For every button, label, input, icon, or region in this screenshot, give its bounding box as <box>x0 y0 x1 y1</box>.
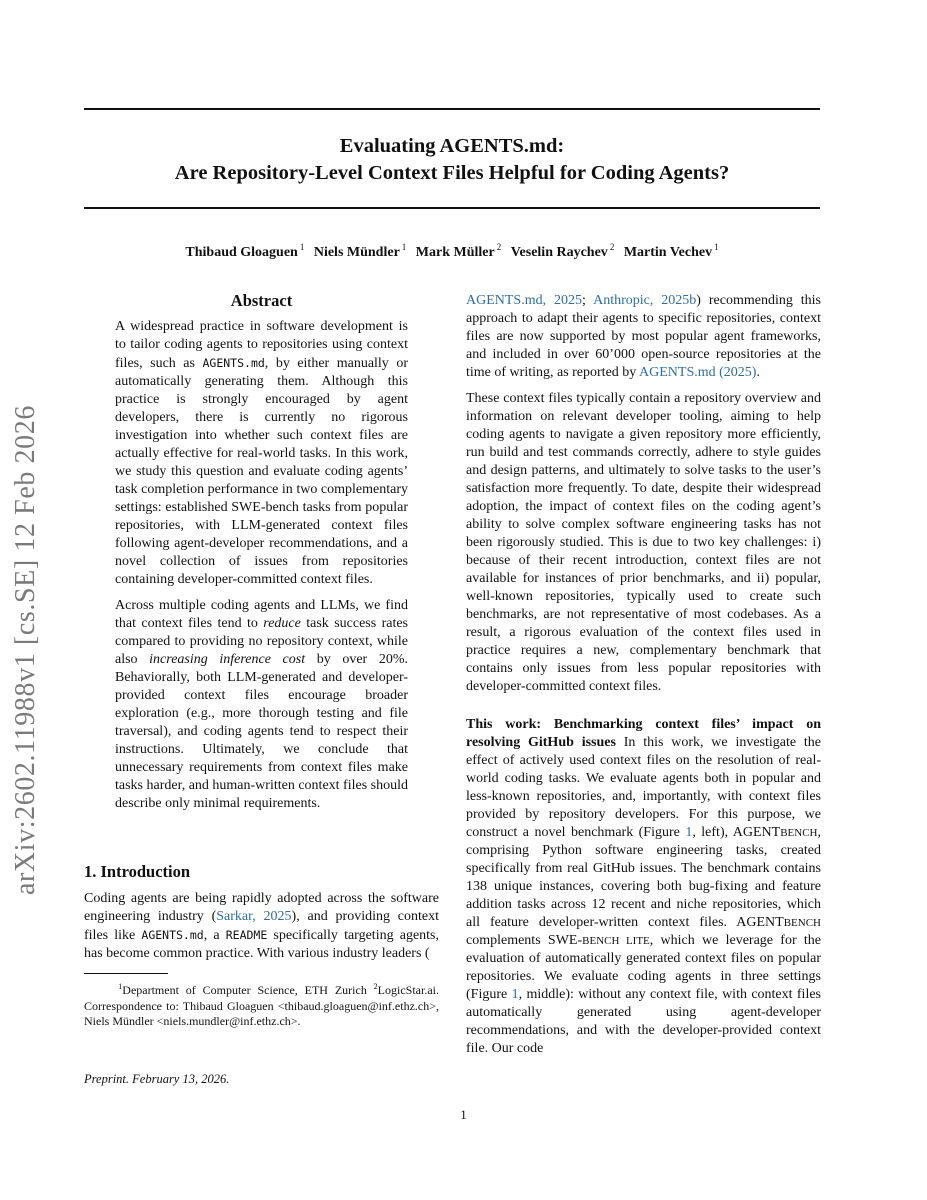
paper-title <box>84 133 820 187</box>
top-rule <box>84 108 820 110</box>
figure-link[interactable]: 1 <box>685 825 693 840</box>
intro-paragraph-1-start: Coding agents are being rapidly adopted across the software engineering industry (Sarkar, 2025), and providing context files like AGENTS.md, a README specifically targeting agents, has become common practice. With various industry leaders ( <box>84 891 439 961</box>
intro-paragraph-3: This work: Benchmarking context files’ impact on resolving GitHub issues In this work, we investigate the effect of actively used context files on the resolution of real-world coding tasks. We evaluate agents both in popular and less-known repositories, and, importantly, with context files provided by repository developers. For this purpose, we construct a novel benchmark (Figure 1, left), AGENTBENCH, comprising Python software engineering tasks, created specifically from real GitHub issues. The benchmark contains 138 unique instances, covering both bug-fixing and feature addition tasks across 12 recent and niche repositories, which all feature developer-written context files. AGENTBENCH complements SWE-BENCH LITE, which we leverage for the evaluation of automatically generated context files on popular repositories. We evaluate coding agents in three settings (Figure 1, middle): without any context file, with context files automatically generated using agent-developer recommendations, and with the developer-provided context file. Our code <box>466 717 822 1056</box>
affiliation-footnote: $^1$Department of Computer Science, ETH Zurich $^2$LogicStar.ai. Correspondence to: Thibaud Gloaguen <thibaud.gloaguen@inf.ethz.ch>, Niels Mündler <niels.mundler@inf.ethz.ch>. <box>84 982 439 1028</box>
citation-link[interactable]: Anthropic, 2025b <box>593 293 697 308</box>
section-heading-introduction: 1. Introduction <box>84 862 191 881</box>
citation-link[interactable]: AGENTS.md, 2025 <box>466 293 583 308</box>
author-5: Martin Vechev $^1$ <box>623 242 719 260</box>
abstract-heading: Abstract <box>230 291 293 310</box>
citation-link[interactable]: AGENTS.md (2025) <box>639 365 757 380</box>
preprint-note: Preprint. February 13, 2026. <box>84 1072 230 1086</box>
footnote-rule <box>84 973 168 974</box>
figure-link[interactable]: 1 <box>511 987 519 1002</box>
abstract-paragraph-2: Across multiple coding agents and LLMs, we find that context files tend to reduce task success rates compared to providing no repository context, while also increasing inference cost by over 20%. Behaviorally, both LLM-generated and developer-provided context files encourage broader exploration (e.g., more thorough testing and file traversal), and coding agents tend to respect their instructions. Ultimately, we conclude that unnecessary requirements from context files make tasks harder, and human-written context files should describe only minimal requirements. <box>115 598 409 811</box>
abstract-paragraph-1: A widespread practice in software development is to tailor coding agents to repositories using context files, such as AGENTS.md, by either manually or automatically generating them. Although this practice is strongly encouraged by agent developers, there is currently no rigorous investigation into whether such context files are actually effective for real-world tasks. In this work, we study this question and evaluate coding agents’ task completion performance in two complementary settings: established SWE-bench tasks from popular repositories, with LLM-generated context files following agent-developer recommendations, and a novel collection of issues from repositories containing developer-committed context files. <box>115 319 408 587</box>
author-4: Veselin Raychev $^2$ <box>510 242 615 260</box>
title-line-1: Evaluating AGENTS.md: <box>339 135 565 157</box>
paragraph-runin-heading: This work: Benchmarking context files’ impact on resolving GitHub issues <box>466 717 821 750</box>
citation-link[interactable]: Sarkar, 2025 <box>216 909 292 924</box>
left-column <box>84 292 439 1030</box>
author-2: Niels Mündler $^1$ <box>313 242 407 260</box>
author-3: Mark Müller $^2$ <box>415 242 502 260</box>
author-1: Thibaud Gloaguen $^1$ <box>185 242 305 260</box>
intro-paragraph-2: These context files typically contain a repository overview and information on relevant developer tooling, aiming to help coding agents to navigate a given repository more efficiently, run build and test commands correctly, adhere to style guides and design patterns, and ultimately to solve tasks to the user’s satisfaction more frequently. To date, despite their widespread adoption, the impact of context files on the coding agent’s ability to solve complex software engineering tasks has not been rigorously studied. This is due to two key challenges: i) because of their recent introduction, context files are not available for instances of prior benchmarks, and ii) popular, well-known repositories, typically used to create such benchmarks, are not representative of most codebases. As a result, a rigorous evaluation of the context files used in practice requires a new, complementary benchmark that contains only issues from less popular repositories with developer-committed context files. <box>466 391 821 694</box>
title-bottom-rule <box>84 207 820 209</box>
author-list <box>84 242 820 261</box>
intro-paragraph-1-cont: AGENTS.md, 2025; Anthropic, 2025b) recommending this approach to adapt their agents to specific repositories, context files are now supported by most popular agent frameworks, and included in over 60’000 open-source repositories at the time of writing, as reported by AGENTS.md (2025). <box>466 293 821 380</box>
title-line-2: Are Repository-Level Context Files Helpful for Coding Agents? <box>174 162 730 184</box>
right-column <box>466 292 821 1066</box>
page-number: 1 <box>460 1107 467 1122</box>
arxiv-stamp: arXiv:2602.11988v1 [cs.SE] 12 Feb 2026 <box>10 405 41 895</box>
